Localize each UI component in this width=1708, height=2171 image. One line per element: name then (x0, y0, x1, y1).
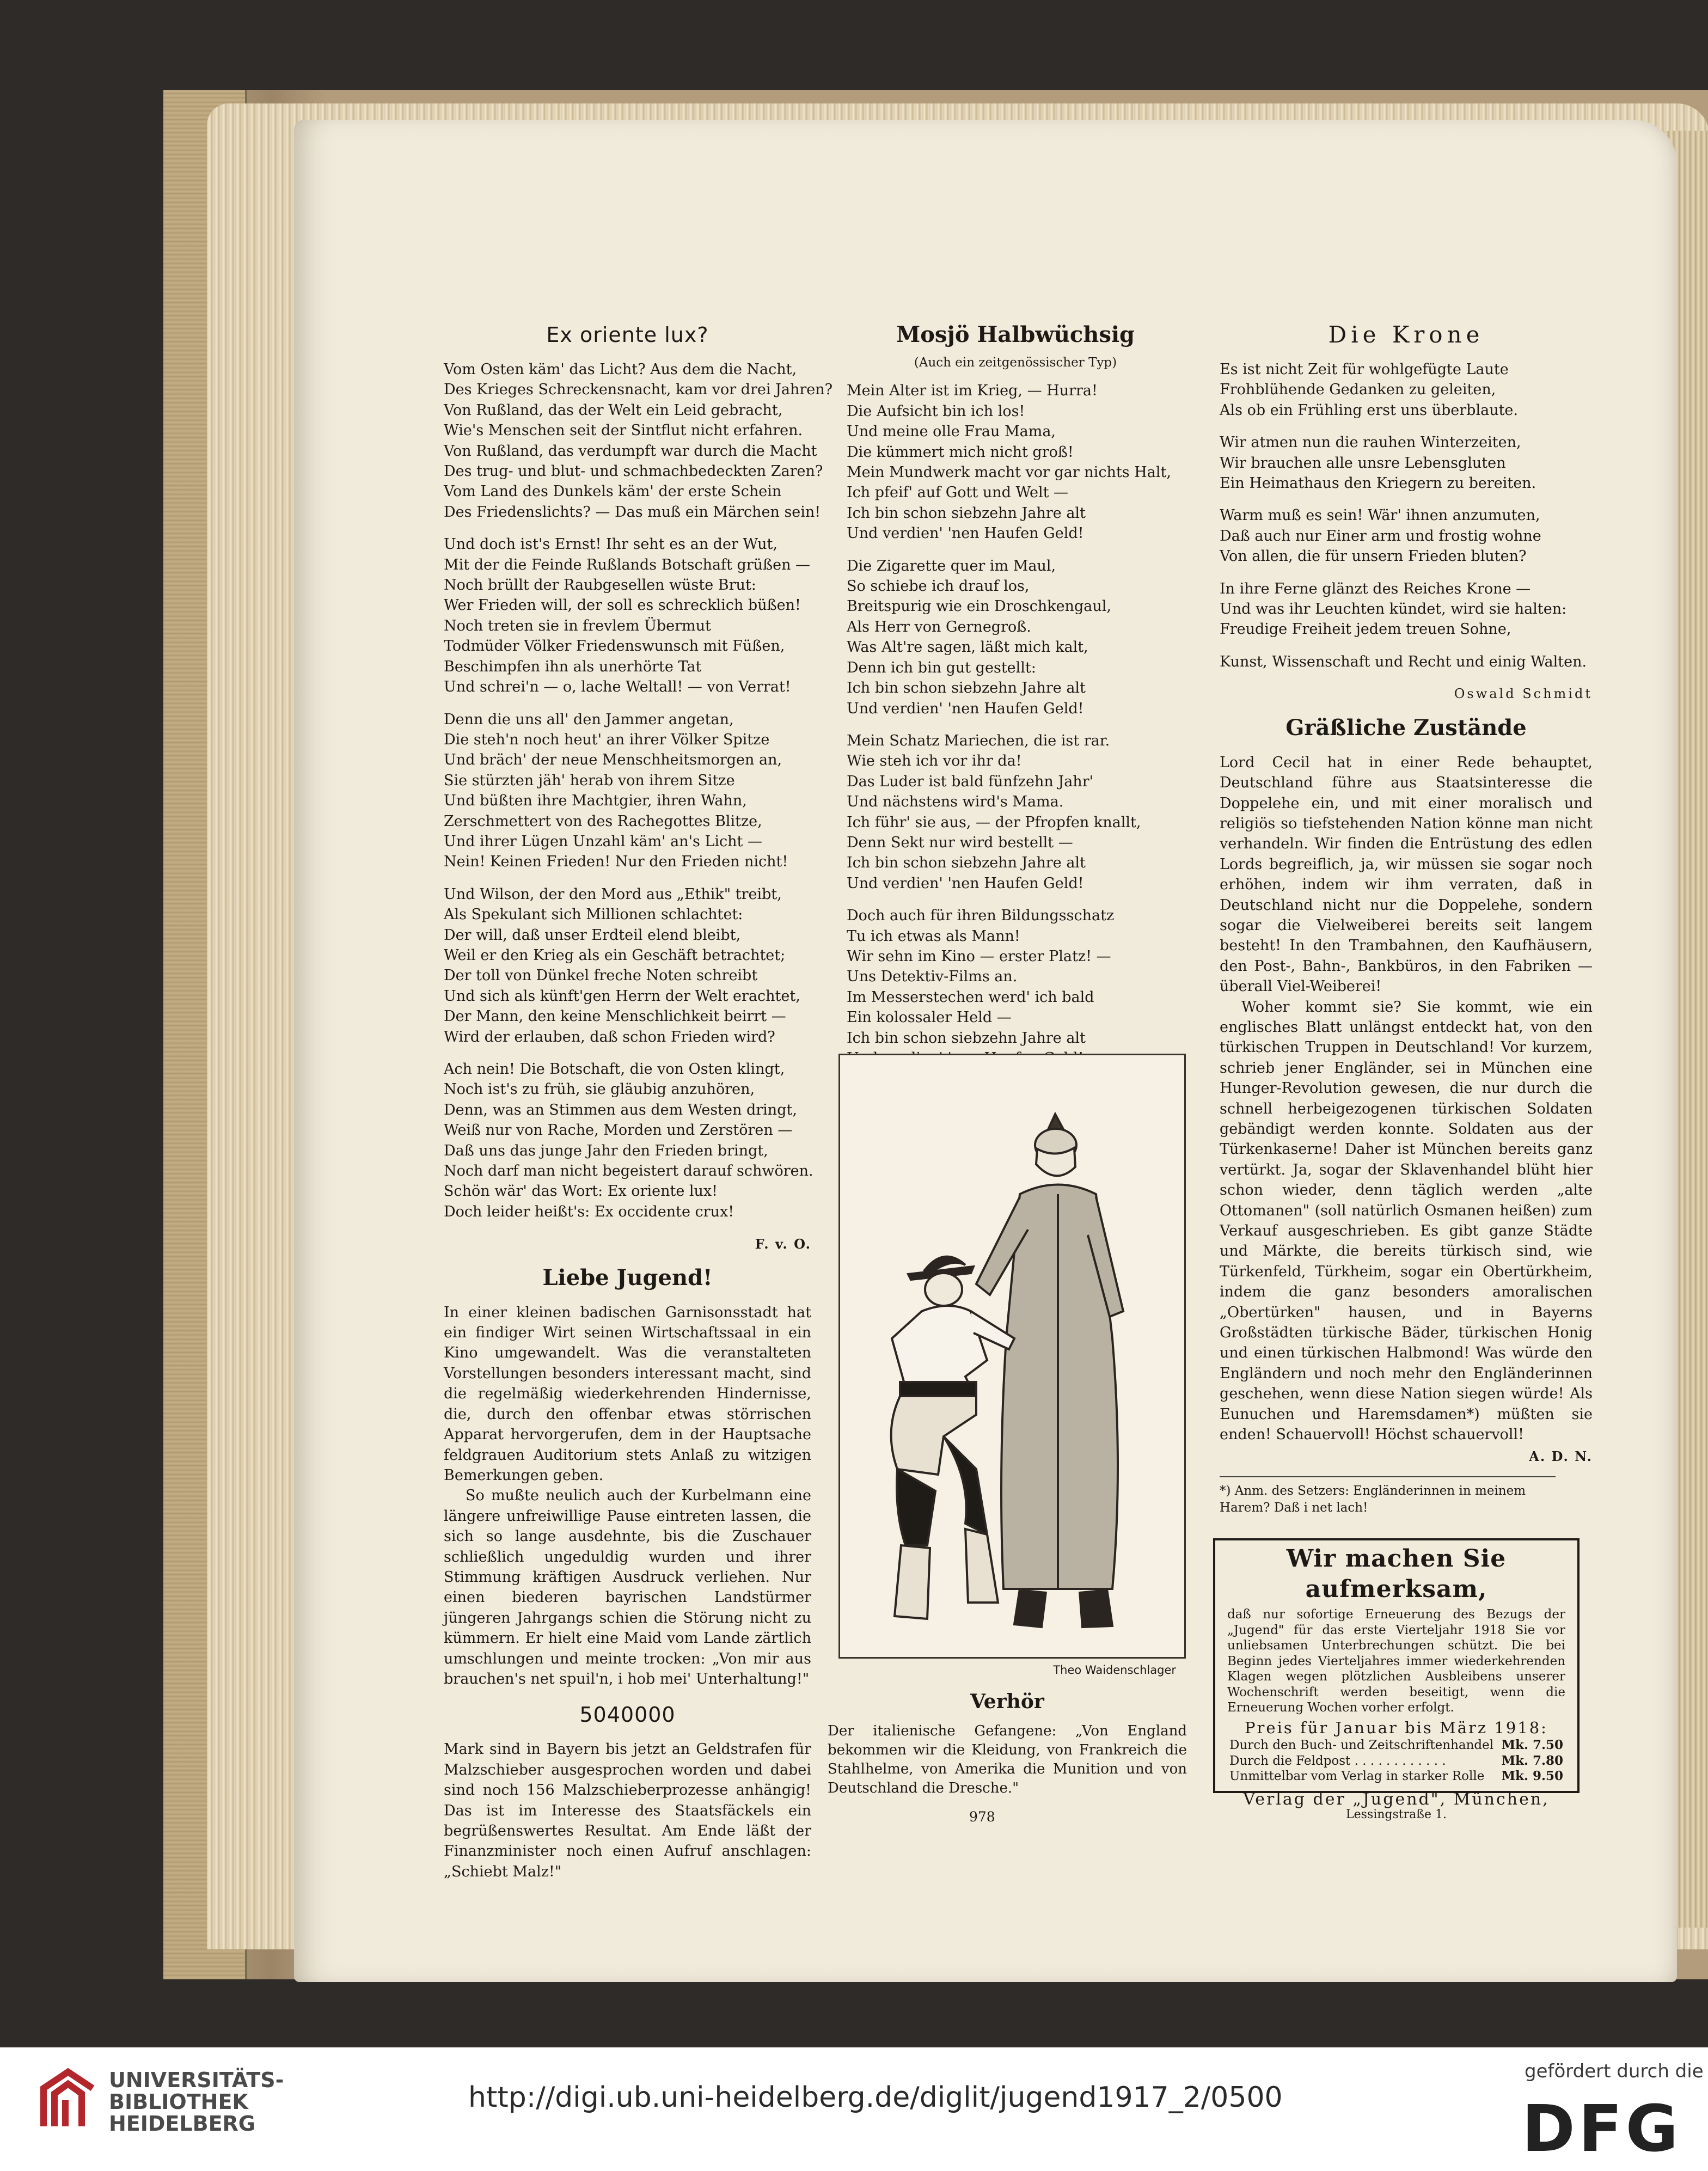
poem-line: Noch ist's zu früh, sie gläubig anzuhören, (444, 1081, 755, 1098)
column-right (1220, 321, 1593, 1516)
library-name-line: BIBLIOTHEK (109, 2090, 248, 2114)
poem-line: Ein Heimathaus den Kriegern zu bereiten. (1220, 475, 1536, 492)
poem-line: Weiß nur von Rache, Morden und Zerstören — (444, 1122, 793, 1139)
poem-line: Und doch ist's Ernst! Ihr seht es an der Wut, (444, 536, 778, 553)
ad-price-amount: Mk. 9.50 (1501, 1769, 1563, 1783)
poem-line: Denn ich bin gut gestellt: (847, 659, 1036, 676)
poem-ex-oriente (444, 359, 833, 1222)
poem-line: Noch brüllt der Raubgesellen wüste Brut: (444, 577, 756, 594)
article-zustaende (1220, 753, 1593, 1445)
ad-price-heading: Preis für Januar bis März 1918: (1245, 1718, 1548, 1737)
stanza (1220, 652, 1593, 672)
author-adn: A. D. N. (1529, 1448, 1593, 1464)
article-liebe-jugend (444, 1302, 811, 1690)
poem-line: Und büßten ihre Machtgier, ihren Wahn, (444, 792, 747, 810)
poem-line: Wird der erlauben, daß schon Frieden wird? (444, 1028, 775, 1045)
poem-line: Warm muß es sein! Wär' ihnen anzumuten, (1220, 507, 1540, 524)
poem-line: Mein Schatz Mariechen, die ist rar. (847, 732, 1110, 749)
poem-line: Der toll von Dünkel freche Noten schreibt (444, 967, 758, 984)
stanza (444, 710, 811, 872)
poem-line: Zerschmettert von des Rachegottes Blitze, (444, 812, 762, 830)
paragraph: So mußte neulich auch der Kurbelmann eine längere unfreiwillige Pause eintreten lassen, die sich so lange ausdehnte, bis die Zuschauer schließlich ungeduldig wurden und ihrer Stimmung kräftigen Ausdruck verliehen. Nur einen biederen bayrischen Landstürmer jüngeren Jahrgangs schien die Störung nicht zu kümmern. Er hielt eine Maid vom Lande zärtlich umschlungen und meinte trocken: „Von mir aus brauchen's net spuil'n, i hob mei' Unterhaltung!" (444, 1487, 811, 1687)
funding-caption: gefördert durch die (1525, 2060, 1704, 2082)
poem-line: Und was ihr Leuchten kündet, wird sie halten: (1220, 601, 1567, 618)
poem-line: Ich führ' sie aus, — der Pfropfen knallt, (847, 814, 1141, 831)
stanza (847, 731, 1184, 894)
poem-line: Und nächstens wird's Mama. (847, 793, 1064, 811)
poem-line: Als ob ein Frühling erst uns überblaute. (1220, 401, 1518, 419)
poem-line: Und meine olle Frau Mama, (847, 423, 1056, 441)
poem-line: Doch leider heißt's: Ex occidente crux! (444, 1203, 734, 1220)
poem-line: Des Friedenslichts? — Das muß ein Märchen sein! (444, 503, 821, 521)
poem-line: Denn die uns all' den Jammer angetan, (444, 711, 734, 728)
paragraph: Woher kommt sie? Sie kommt, wie ein englisches Blatt unlängst entdeckt hat, von den türkischen Truppen in Deutschland! Vor kurzem, schrieb jener Engländer, sei in München eine Hunger-Revolution gewesen, die nur durch die schnell herbeigezogenen türkischen Soldaten gebändigt werden konnte. Soldaten aus der Türkenkaserne! Daher ist München bereits ganz vertürkt. Ja, sogar der Sklavenhandel blüht hier schon wieder, denn täglich werden „alte Ottomanen" (soll natürlich Osmanen heißen) zum Verkauf ausgeschrieben. Es gibt ganze Städte und Märkte, die bereits türkisch sind, wie Türkenfeld, Türkheim, sogar ein Obertürkheim, indem die ganz besonders amoralischen „Obertürken" hausen, und in Bayerns Großstädten türkische Bäder, türkischen Honig und einen türkischen Halbmond! Was würde den Engländern und noch mehr den Engländerinnen geschehen, wenn diese Nation siegen würde! Als Eunuchen und Haremsdamen*) müßten sie enden! Schauervoll! Höchst schauervoll! (1220, 998, 1593, 1444)
poem-line: Frohblühende Gedanken zu geleiten, (1220, 381, 1496, 399)
poem-line: Was Alt're sagen, läßt mich kalt, (847, 639, 1088, 656)
poem-line: Schön wär' das Wort: Ex oriente lux! (444, 1183, 718, 1200)
poem-line: Und sich als künft'gen Herrn der Welt erachtet, (444, 987, 800, 1005)
poem-line: Ich bin schon siebzehn Jahre alt (847, 854, 1086, 872)
permalink-url[interactable]: http://digi.ub.uni-heidelberg.de/diglit/jugend1917_2/0500 (468, 2081, 1283, 2114)
stanza (1220, 432, 1593, 493)
poem-line: Wir sehn im Kino — erster Platz! — (847, 947, 1111, 965)
poem-line: Wir atmen nun die rauhen Winterzeiten, (1220, 434, 1521, 451)
ad-price-amount: Mk. 7.80 (1501, 1753, 1563, 1768)
illustration-credit: Theo Waidenschlager (1053, 1664, 1176, 1677)
poem-line: Ich bin schon siebzehn Jahre alt (847, 504, 1086, 522)
cartoon-illustration (838, 1054, 1186, 1659)
poem-line: Es ist nicht Zeit für wohlgefügte Laute (1220, 361, 1509, 378)
stanza (444, 884, 811, 1047)
poem-line: Breitspurig wie ein Droschkengaul, (847, 598, 1111, 615)
article-verhoer (828, 1688, 1187, 1798)
ad-price-list (1215, 1738, 1577, 1784)
stanza (444, 534, 811, 697)
poem-mosjoe (847, 381, 1184, 1068)
poem-krone (1220, 359, 1593, 672)
article-title-verhoer: Verhör (970, 1690, 1044, 1713)
poem-line: Daß uns das junge Jahr den Frieden bringt, (444, 1142, 768, 1159)
library-name-line: HEIDELBERG (109, 2112, 255, 2136)
paragraph: Mark sind in Bayern bis jetzt an Geldstrafen für Malzschieber ausgesprochen worden und dabei sind noch 156 Malzschieberprozesse anhängig! Das ist im Interesse des Staatsfäckels ein begrüßenswertes Resultat. Am Ende läßt der Finanzminister noch einen Aufruf anschlagen: „Schiebt Malz!" (444, 1741, 811, 1880)
poem-line: Und schrei'n — o, lache Weltall! — von Verrat! (444, 678, 791, 696)
ad-price-label: Unmittelbar vom Verlag in starker Rolle (1229, 1769, 1485, 1783)
ad-price-row (1215, 1738, 1577, 1753)
poem-line: Mit der die Feinde Rußlands Botschaft grüßen — (444, 556, 811, 573)
poem-line: Wie's Menschen seit der Sintflut nicht erfahren. (444, 422, 803, 439)
column-middle (847, 321, 1184, 1101)
stanza (1220, 579, 1593, 640)
stanza (847, 556, 1184, 719)
poem-line: Ich bin schon siebzehn Jahre alt (847, 680, 1086, 697)
poem-line: Wie steh ich vor ihr da! (847, 753, 1022, 770)
poem-line: Freudige Freiheit jedem treuen Sohne, (1220, 621, 1511, 638)
poem-line: Und bräch' der neue Menschheitsmorgen an, (444, 751, 782, 769)
poem-title-ex-oriente: Ex oriente lux? (546, 323, 709, 347)
poem-line: Kunst, Wissenschaft und Recht und einig Walten. (1220, 653, 1587, 670)
poem-line: So schiebe ich drauf los, (847, 578, 1030, 595)
poem-line: Tu ich etwas als Mann! (847, 927, 1020, 945)
author-schmidt: Oswald Schmidt (1454, 686, 1593, 702)
paragraph: In einer kleinen badischen Garnisonsstadt hat ein findiger Wirt seinen Wirtschaftssaal in ein Kino umgewandelt. Was die veranstalteten Vorstellungen besonders interessant macht, sind die regelmäßig wiederkehrenden Hindernisse, die, durch den offenbar etwas störrischen Apparat hervorgerufen, dem in der Hauptsache feldgrauen Auditorium stets Anlaß zu witzigen Bemerkungen geben. (444, 1304, 811, 1484)
poem-line: Im Messerstechen werd' ich bald (847, 988, 1094, 1006)
poem-line: Die kümmert mich nicht groß! (847, 443, 1074, 461)
poem-line: Von Rußland, das der Welt ein Leid gebracht, (444, 401, 783, 419)
ad-price-row (1215, 1769, 1577, 1784)
poem-title-krone: Die Krone (1328, 321, 1484, 348)
ad-price-label: Durch die Feldpost . . . . . . . . . . . . (1229, 1753, 1446, 1768)
stanza (1220, 505, 1593, 566)
ad-price-amount: Mk. 7.50 (1501, 1738, 1563, 1752)
poem-line: Doch auch für ihren Bildungsschatz (847, 907, 1115, 925)
author-fvo: F. v. O. (755, 1236, 811, 1252)
poem-line: Als Herr von Gernegroß. (847, 618, 1031, 635)
poem-line: Noch treten sie in frevlem Übermut (444, 617, 711, 634)
paragraph: Lord Cecil hat in einer Rede behauptet, Deutschland führe aus Staatsinteresse die Doppelehe ein, und mit einer moralisch und religiös so tiefstehenden Nation könne man nicht verhandeln. Wir finden die Entrüstung des edlen Lords begreiflich, ja, wir müssen sie sogar noch erhöhen, indem wir ihm verraten, daß in Deutschland nicht nur die Doppelehe, sondern sogar die Vielweiberei bereits seit langem besteht! In den Trambahnen, den Kaufhäusern, den Post-, Bahn-, Bankbüros, in den Fabriken — überall Viel-Weiberei! (1220, 754, 1593, 995)
stanza (1220, 359, 1593, 420)
column-left (444, 321, 833, 1882)
poem-line: Und Wilson, der den Mord aus „Ethik" treibt, (444, 885, 782, 903)
university-library-name[interactable] (109, 2069, 284, 2135)
poem-line: Daß auch nur Einer arm und frostig wohne (1220, 527, 1541, 545)
article-title-zustaende: Gräßliche Zustände (1285, 714, 1527, 741)
poem-line: Die steh'n noch heut' an ihrer Völker Spitze (444, 731, 770, 748)
stanza (847, 381, 1184, 543)
poem-line: Wer Frieden will, der soll es schrecklich büßen! (444, 597, 801, 614)
stanza (444, 359, 833, 522)
article-5040000 (444, 1739, 811, 1882)
poem-line: Uns Detektiv-Films an. (847, 968, 1018, 986)
poem-line: Wir brauchen alle unsre Lebensgluten (1220, 454, 1506, 472)
poem-line: Noch darf man nicht begeistert darauf schwören. (444, 1163, 813, 1180)
poem-line: Denn, was an Stimmen aus dem Westen dringt, (444, 1101, 797, 1118)
poem-line: Der Mann, den keine Menschlichkeit beirrt — (444, 1008, 786, 1025)
poem-subtitle-mosjoe: (Auch ein zeitgenössischer Typ) (914, 356, 1117, 370)
advertisement-box (1213, 1538, 1580, 1821)
ad-address: Lessingstraße 1. (1346, 1808, 1447, 1821)
ad-price-row (1215, 1753, 1577, 1769)
stanza (444, 1059, 811, 1222)
officer-figure (976, 1114, 1123, 1627)
library-name-line: UNIVERSITÄTS- (109, 2068, 284, 2092)
page-number: 978 (969, 1809, 995, 1825)
poem-line: Vom Osten käm' das Licht? Aus dem die Nacht, (444, 361, 797, 378)
poem-line: Von allen, die für unsern Frieden bluten? (1220, 548, 1527, 565)
poem-line: Und verdien' 'nen Haufen Geld! (847, 525, 1084, 542)
ad-body: daß nur sofortige Erneuerung des Bezugs der „Jugend" für das erste Vierteljahr 1918 Sie vor unliebsamen Unterbrechungen schützt. Die bei Beginn jedes Vierteljahres immer wiederkehrenden Klagen wegen plötzlichen Ausbleibens unserer Wochenschrift werden beseitigt, wenn die Erneuerung Wochen vorher erfolgt. (1227, 1607, 1565, 1715)
ad-publisher: Verlag der „Jugend", München, (1243, 1789, 1550, 1809)
poem-line: Und verdien' 'nen Haufen Geld! (847, 700, 1084, 717)
article-title-liebe-jugend: Liebe Jugend! (542, 1264, 713, 1291)
poem-line: Die Zigarette quer im Maul, (847, 557, 1056, 574)
poem-line: Und verdien' 'nen Haufen Geld! (847, 874, 1084, 892)
poem-line: Denn Sekt nur wird bestellt — (847, 834, 1073, 851)
poem-line: Ach nein! Die Botschaft, die von Osten klingt, (444, 1061, 785, 1078)
poem-line: Ich pfeif' auf Gott und Welt — (847, 484, 1069, 502)
poem-title-mosjoe: Mosjö Halbwüchsig (896, 322, 1135, 347)
article-title-5040000: 5040000 (579, 1703, 676, 1727)
poem-line: Weil er den Krieg als ein Geschäft betrachtet; (444, 946, 786, 964)
university-library-logo-icon[interactable] (38, 2066, 98, 2132)
stanza (847, 906, 1184, 1068)
poem-line: Des trug- und blut- und schmachbedeckten Zaren? (444, 463, 823, 480)
dfg-logo[interactable]: DFG (1522, 2091, 1682, 2166)
ad-title: Wir machen Sie aufmerksam, (1286, 1545, 1507, 1603)
poem-line: Mein Alter ist im Krieg, — Hurra! (847, 382, 1098, 400)
poem-line: Sie stürzten jäh' herab von ihrem Sitze (444, 772, 735, 789)
poem-line: Und ihrer Lügen Unzahl käm' an's Licht — (444, 833, 762, 850)
prisoner-figure (891, 1257, 1014, 1619)
poem-line: Der will, daß unser Erdteil elend bleibt, (444, 926, 741, 944)
article-text-verhoer: Der italienische Gefangene: „Von England bekommen wir die Kleidung, von Frankreich die Stahlhelme, von Amerika die Munition und von Deutschland die Dresche." (828, 1723, 1187, 1796)
poem-line: Das Luder ist bald fünfzehn Jahr' (847, 773, 1094, 790)
poem-line: Mein Mundwerk macht vor gar nichts Halt, (847, 464, 1171, 481)
poem-line: Nein! Keinen Frieden! Nur den Frieden nicht! (444, 853, 788, 871)
poem-line: Die Aufsicht bin ich los! (847, 402, 1025, 420)
poem-line: Des Krieges Schreckensnacht, kam vor drei Jahren? (444, 381, 833, 399)
poem-line: Todmüder Völker Friedenswunsch mit Füßen, (444, 638, 785, 655)
poem-line: Vom Land des Dunkels käm' der erste Schein (444, 483, 782, 500)
poem-line: Ein kolossaler Held — (847, 1009, 1012, 1026)
poem-line: Von Rußland, das verdumpft war durch die Macht (444, 442, 817, 460)
poem-line: Beschimpfen ihn als unerhörte Tat (444, 658, 702, 675)
poem-line: Als Spekulant sich Millionen schlachtet: (444, 906, 743, 924)
ad-price-label: Durch den Buch- und Zeitschriftenhandel (1229, 1738, 1494, 1752)
poem-line: In ihre Ferne glänzt des Reiches Krone — (1220, 580, 1531, 597)
poem-line: Ich bin schon siebzehn Jahre alt (847, 1029, 1086, 1047)
footnote-setzer: *) Anm. des Setzers: Engländerinnen in meinem Harem? Daß i net lach! (1220, 1476, 1556, 1516)
